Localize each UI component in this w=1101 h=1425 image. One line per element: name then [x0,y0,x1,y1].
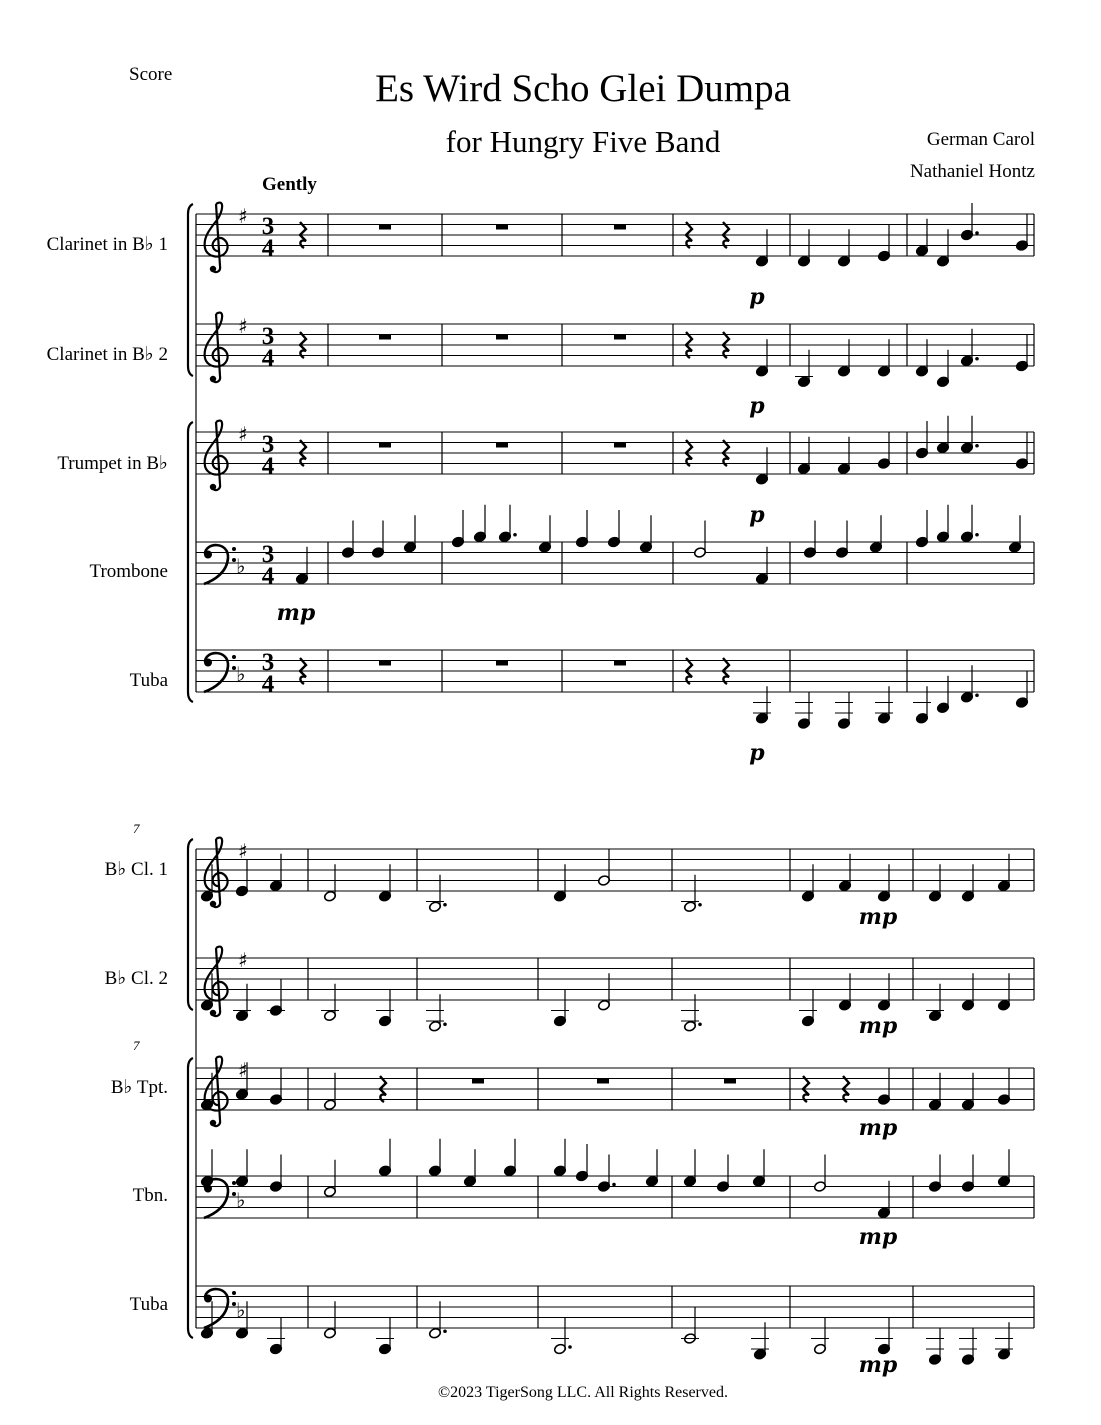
note [877,1068,890,1106]
treble-clef-shape [205,313,228,383]
note [451,510,464,548]
time-signature-top: 3 [261,323,275,350]
dynamic-marking: p [749,502,765,528]
treble-clef-icon [205,203,228,273]
note [752,1149,765,1187]
note [915,421,928,459]
note [235,1149,248,1187]
whole-rest-icon [724,1079,736,1084]
time-signature-bottom: 4 [261,671,275,698]
augmentation-dot [612,1183,616,1187]
note [869,515,882,553]
note [538,515,551,553]
note [269,1155,282,1193]
note [835,692,853,730]
instrument-abbr-trombone: Tbn. [132,1185,168,1206]
clef-dot [210,1010,216,1016]
treble-clef-icon [205,313,228,383]
note [267,1317,285,1355]
staff [196,1176,1034,1218]
dynamic-marking: mp [858,1352,898,1378]
note [959,1328,977,1366]
instrument-name-clarinet-2: Clarinet in B♭ 2 [46,344,168,365]
treble-clef-shape [205,203,228,273]
key-flat-icon: ♭ [236,554,246,578]
piece-subtitle: for Hungry Five Band [445,124,721,159]
note [645,1149,658,1187]
note [926,1328,944,1366]
note [693,521,706,559]
whole-rest-icon [496,661,508,666]
augmentation-dot [513,533,517,537]
note [267,979,285,1017]
note [716,1155,729,1193]
note [811,1317,829,1355]
staff [196,214,1034,256]
note [1015,334,1028,372]
augmentation-dot [698,903,702,907]
note [875,1317,893,1355]
treble-clef-shape [205,421,228,491]
note [597,849,610,887]
clef-dot [232,1181,236,1185]
note [639,515,652,553]
instrument-abbr-clarinet-1: B♭ Cl. 1 [104,859,168,880]
dynamic-marking: mp [858,1224,898,1250]
note [961,1155,974,1193]
note [463,1149,476,1187]
whole-rest-icon [614,225,626,230]
note [200,1149,213,1187]
staff [196,432,1034,474]
whole-rest-icon [614,661,626,666]
note [997,1149,1010,1187]
note [473,505,486,543]
copyright-notice: ©2023 TigerSong LLC. All Rights Reserved. [438,1384,728,1401]
dynamic-marking: mp [276,600,316,626]
time-signature-bottom: 4 [261,453,275,480]
note [378,1139,391,1177]
arranger-credit: Nathaniel Hontz [909,161,1035,182]
augmentation-dot [975,357,979,361]
instrument-name-trombone: Trombone [89,561,168,582]
augmentation-dot [975,231,979,235]
note [341,521,354,559]
bass-clef-icon [204,653,236,692]
note [376,1317,394,1355]
key-sharp-icon: ♯ [238,422,248,446]
time-signature-bottom: 4 [261,563,275,590]
staff-bracket [188,839,193,1010]
whole-rest-icon [379,335,391,340]
clef-dot [232,1291,236,1295]
clef-dot [232,547,236,551]
note [877,432,890,470]
bass-clef-icon [204,545,236,584]
staff [196,650,1034,692]
clef-dot [210,901,216,907]
whole-rest-icon [496,225,508,230]
composer-credit: German Carol [926,129,1035,150]
note [428,1139,441,1177]
note [1015,432,1028,470]
augmentation-dot [568,1345,572,1349]
instrument-name-tuba: Tuba [129,670,168,691]
note [799,989,817,1027]
note [936,505,949,543]
dynamic-marking: mp [858,1115,898,1141]
staff [196,324,1034,366]
instrument-abbr-tuba: Tuba [129,1294,168,1315]
time-signature-bottom: 4 [261,345,275,372]
whole-rest-icon [379,225,391,230]
piece-title: Es Wird Scho Glei Dumpa [375,67,791,110]
dynamic-marking: p [749,740,765,766]
key-flat-icon: ♭ [236,1298,246,1322]
key-sharp-icon: ♯ [238,948,248,972]
note [928,1155,941,1193]
note [877,224,890,262]
time-signature-top: 3 [261,649,275,676]
clef-dot [210,1120,216,1126]
treble-clef-icon [205,421,228,491]
whole-rest-icon [614,443,626,448]
key-sharp-icon: ♯ [238,204,248,228]
whole-rest-icon [496,443,508,448]
whole-rest-icon [597,1079,609,1084]
note [795,692,813,730]
note [960,416,978,454]
dynamic-marking: p [749,284,765,310]
note [1015,214,1028,252]
note [997,1068,1010,1106]
note [803,521,816,559]
note [553,1139,566,1177]
instrument-abbr-clarinet-2: B♭ Cl. 2 [104,968,168,989]
note [498,505,516,543]
note [813,1155,826,1193]
dynamic-marking: mp [858,1013,898,1039]
whole-rest-icon [472,1079,484,1084]
note [323,1160,336,1198]
staff-bracket [188,1058,193,1338]
note [575,1144,588,1182]
instrument-name-trumpet: Trumpet in B♭ [57,453,168,474]
staff [196,1068,1034,1110]
note [371,521,384,559]
instrument-abbr-trumpet: B♭ Tpt. [110,1077,168,1098]
augmentation-dot [975,444,979,448]
augmentation-dot [443,1329,447,1333]
note [575,510,588,548]
time-signature-top: 3 [261,431,275,458]
key-flat-icon: ♭ [236,1188,246,1212]
key-sharp-icon: ♯ [238,839,248,863]
augmentation-dot [443,903,447,907]
clef-dot [210,484,216,490]
staff [196,542,1034,584]
note [235,859,248,897]
note [835,521,848,559]
whole-rest-icon [614,335,626,340]
note [403,515,416,553]
time-signature-top: 3 [261,213,275,240]
key-sharp-icon: ♯ [238,314,248,338]
measure-number: 7 [133,821,140,836]
note [936,416,949,454]
instrument-name-clarinet-1: Clarinet in B♭ 1 [46,234,168,255]
staff [196,849,1034,891]
note [269,1068,282,1106]
whole-rest-icon [379,443,391,448]
clef-dot [232,655,236,659]
note [960,505,978,543]
augmentation-dot [975,533,979,537]
note [683,1149,696,1187]
whole-rest-icon [379,661,391,666]
staff [196,1286,1034,1328]
dynamic-marking: mp [858,904,898,930]
clef-dot [210,266,216,272]
bass-clef-icon [204,1289,236,1328]
staff-bracket [188,422,193,702]
note [551,1317,572,1355]
treble-clef-icon [205,1057,228,1127]
note [376,989,394,1027]
note [1008,515,1021,553]
time-signature-top: 3 [261,541,275,568]
key-sharp-icon: ♯ [238,1058,248,1082]
dynamic-marking: p [749,393,765,419]
score-label: Score [129,64,173,85]
note [607,510,620,548]
augmentation-dot [975,693,979,697]
time-signature-bottom: 4 [261,235,275,262]
whole-rest-icon [496,335,508,340]
note [551,989,569,1027]
staff-bracket [188,204,193,376]
staff [196,958,1034,1000]
note [503,1139,516,1177]
tempo-marking: Gently [262,174,317,195]
note [1015,671,1028,709]
augmentation-dot [698,1022,702,1026]
clef-dot [210,376,216,382]
augmentation-dot [443,1022,447,1026]
treble-clef-shape [205,1057,228,1127]
measure-number: 7 [133,1038,140,1053]
note [681,1307,699,1345]
key-flat-icon: ♭ [236,662,246,686]
note [915,510,928,548]
